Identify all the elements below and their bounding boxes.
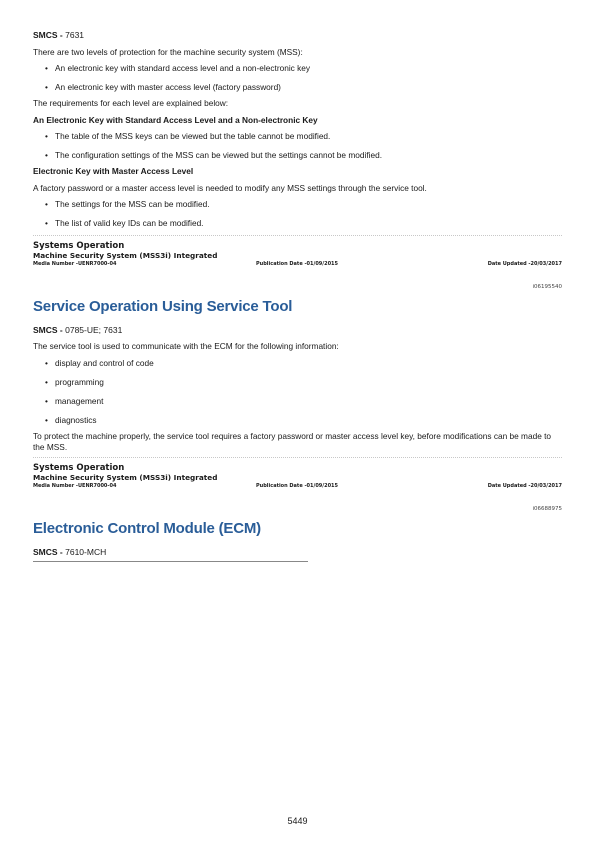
- paragraph: The service tool is used to communicate with the ECM for the following information:: [33, 341, 339, 351]
- media-number: Media Number -UENR7000-04: [33, 483, 117, 489]
- list-item: • An electronic key with master access level (factory password): [45, 82, 281, 92]
- page-number: 5449: [287, 816, 308, 826]
- paragraph: A factory password or a master access level is needed to modify any MSS settings through the service tool.: [33, 183, 427, 193]
- page-footer: [33, 463, 562, 490]
- footer-systems: Systems Operation: [33, 241, 125, 251]
- list-item: • The list of valid key IDs can be modified.: [45, 218, 204, 228]
- bullet-list: [33, 63, 562, 93]
- media-number: Media Number -UENR7000-04: [33, 261, 117, 267]
- list-item: • management: [45, 396, 104, 406]
- page-footer: [33, 241, 562, 268]
- paragraph: To protect the machine properly, the service tool requires a factory password or master access level key, before modifications can be made to the MSS.: [33, 431, 552, 452]
- smcs-line: SMCS - 7610-MCH: [33, 547, 107, 557]
- paragraph: There are two levels of protection for the machine security system (MSS):: [33, 47, 303, 57]
- bullet-list: [33, 358, 562, 426]
- list-item: • An electronic key with standard access level and a non-electronic key: [45, 63, 311, 73]
- document-id: i06688975: [532, 506, 562, 512]
- subheading: Electronic Key with Master Access Level: [33, 166, 194, 176]
- list-item: • The settings for the MSS can be modified.: [45, 199, 210, 209]
- publication-date: Publication Date -01/09/2015: [256, 261, 339, 267]
- date-updated: Date Updated -20/03/2017: [487, 483, 562, 489]
- footer-machine: Machine Security System (MSS3i) Integrated: [33, 251, 218, 260]
- footer-meta: [33, 482, 562, 490]
- bullet-list: [33, 199, 562, 229]
- footer-systems: Systems Operation: [33, 463, 125, 473]
- bullet-list: [33, 131, 562, 161]
- list-item: • The table of the MSS keys can be viewed but the table cannot be modified.: [45, 131, 331, 141]
- section-rule: [33, 561, 308, 562]
- footer-machine: Machine Security System (MSS3i) Integrated: [33, 473, 218, 482]
- paragraph: The requirements for each level are explained below:: [33, 98, 229, 108]
- list-item: • display and control of code: [45, 358, 154, 368]
- date-updated: Date Updated -20/03/2017: [487, 261, 562, 267]
- list-item: • The configuration settings of the MSS can be viewed but the settings cannot be modified.: [45, 150, 383, 160]
- list-item: • programming: [45, 377, 104, 387]
- smcs-line: SMCS - 7631: [33, 30, 85, 40]
- document-page: [33, 0, 562, 562]
- section-title: Service Operation Using Service Tool: [33, 298, 293, 315]
- subheading: An Electronic Key with Standard Access Level and a Non-electronic Key: [33, 115, 318, 125]
- list-item: • diagnostics: [45, 415, 97, 425]
- footer-meta: [33, 260, 562, 268]
- publication-date: Publication Date -01/09/2015: [256, 483, 339, 489]
- section-title: Electronic Control Module (ECM): [33, 520, 261, 537]
- document-id: i06195540: [532, 284, 562, 290]
- smcs-line: SMCS - 0785-UE; 7631: [33, 325, 123, 335]
